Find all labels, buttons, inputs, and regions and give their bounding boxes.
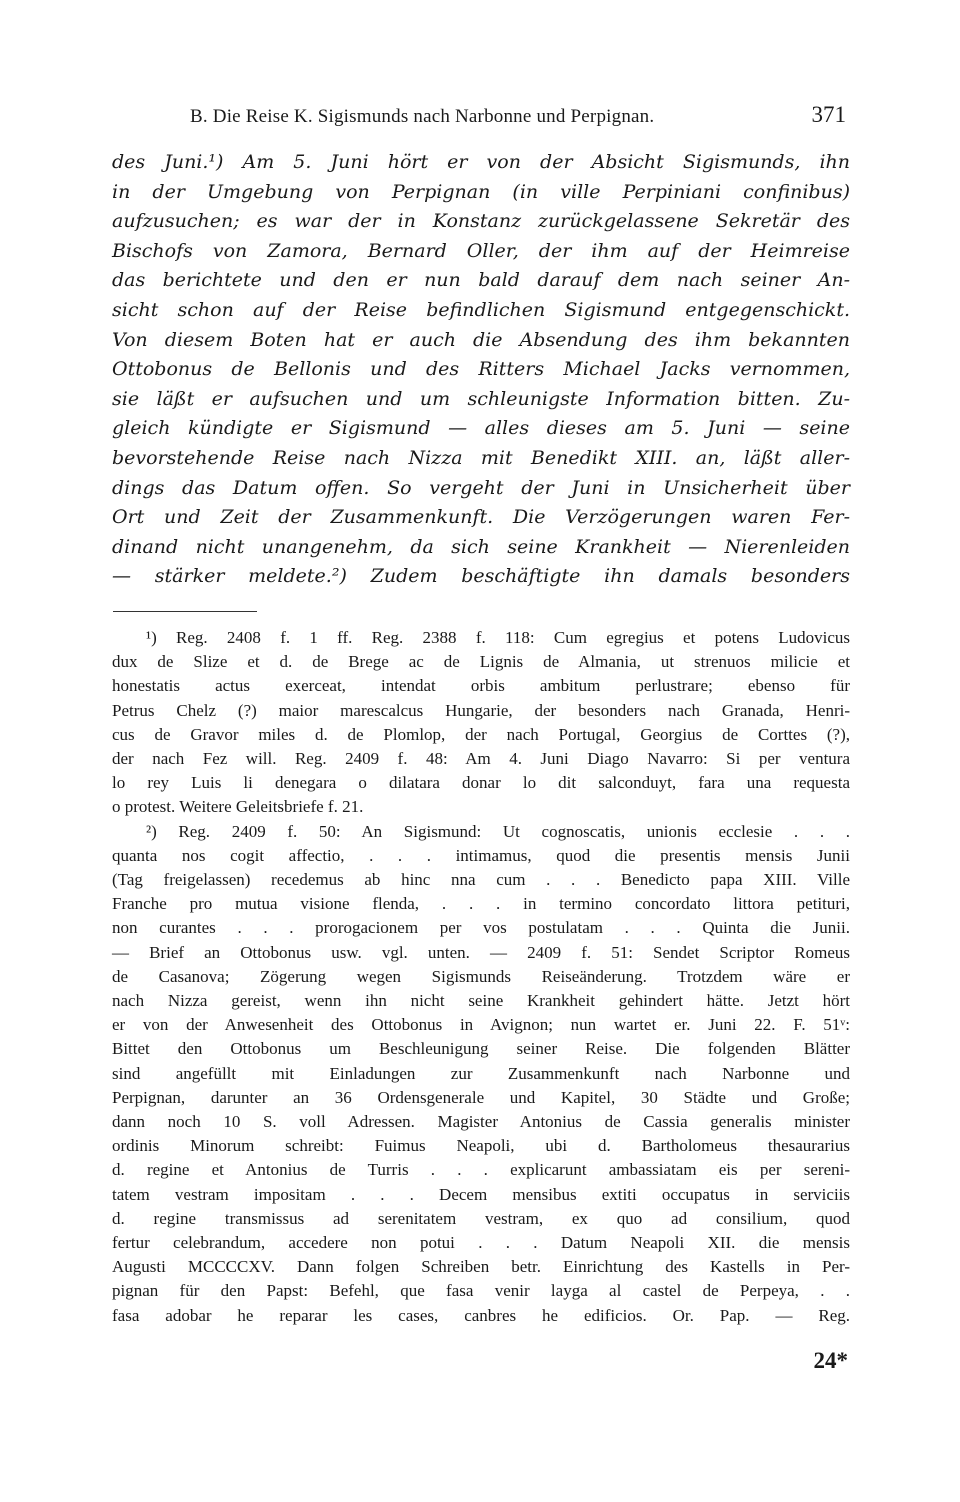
body-line: des Juni.¹) Am 5. Juni hört er von der Absicht Sigismunds, ihn bbox=[112, 151, 850, 173]
footnote-line: — Brief an Ottobonus usw. vgl. unten. — 2409 f. 51: Sendet Scriptor Romeus bbox=[112, 942, 850, 962]
footnote-line: fertur celebrandum, accedere non potui . . . Datum Neapoli XII. die mensis bbox=[112, 1233, 850, 1253]
footnote-line: Franche pro mutua visione flenda, . . . in termino concordato littora petituri, bbox=[112, 894, 850, 914]
footnote-line: o protest. Weitere Geleitsbriefe f. 21. bbox=[112, 797, 364, 817]
body-line: — stärker meldete.²) Zudem beschäftigte ihn damals besonders bbox=[112, 565, 850, 588]
footnote-line: der nach Fez will. Reg. 2409 f. 48: Am 4. Juni Diago Navarro: Si per ventura bbox=[112, 749, 850, 769]
body-line: aufzusuchen; es war der in Konstanz zurückgelassene Sekretär des bbox=[112, 210, 850, 233]
body-line: sie läßt er aufsuchen und um schleunigste Information bitten. Zu- bbox=[112, 387, 850, 410]
body-text bbox=[112, 148, 850, 592]
footnote-line: Augusti MCCCCXV. Dann folgen Schreiben betr. Einrichtung des Kastells in Per- bbox=[112, 1257, 850, 1277]
signature-mark: 24* bbox=[813, 1348, 848, 1373]
footnote-line: quanta nos cogit affectio, . . . intimamus, quod die presentis mensis Junii bbox=[112, 845, 850, 865]
body-line: in der Umgebung von Perpignan (in ville Perpiniani confinibus) bbox=[112, 180, 850, 203]
footnote-line: ¹) Reg. 2408 f. 1 ff. Reg. 2388 f. 118: Cum egregius et potens Ludovicus bbox=[146, 628, 850, 647]
footnote-line: er von der Anwesenheit des Ottobonus in Avignon; nun wartet er. Juni 22. F. 51ᵛ: bbox=[112, 1015, 850, 1035]
footnote-line: honestatis actus exerceat, intendat orbis ambitum perlustrare; ebenso für bbox=[112, 676, 850, 696]
body-line: Von diesem Boten hat er auch die Absendung des ihm bekannten bbox=[112, 328, 850, 351]
body-line: Ottobonus de Bellonis und des Ritters Michael Jacks vernommen, bbox=[112, 358, 850, 381]
footnote-line: nach Nizza gereist, wenn ihn nicht seine Krankheit gehindert hätte. Jetzt hört bbox=[112, 991, 850, 1011]
body-line: sicht schon auf der Reise befindlichen Sigismund entgegenschickt. bbox=[112, 298, 850, 321]
footnote-line: Petrus Chelz (?) maior marescalcus Hungarie, der besonders nach Granada, Henri- bbox=[112, 700, 850, 720]
footnote-line: ²) Reg. 2409 f. 50: An Sigismund: Ut cognoscatis, unionis ecclesie . . . bbox=[146, 821, 850, 841]
footnote-line: fasa adobar he reparar les cases, canbres he edificios. Or. Pap. — Reg. bbox=[112, 1305, 850, 1325]
footnote-line: lo rey Luis li denegara o dilatara donar lo dit salconduyt, fara una requesta bbox=[112, 773, 850, 793]
body-line: Ort und Zeit der Zusammenkunft. Die Verzögerungen waren Fer- bbox=[112, 506, 850, 529]
footnote-line: tatem vestram impositam . . . Decem mensibus extiti occupatus in serviciis bbox=[112, 1184, 850, 1204]
footnote-line: d. regine transmissus ad serenitatem vestram, ex quo ad consilium, quod bbox=[112, 1208, 850, 1228]
body-line: dinand nicht unangenehm, da sich seine Krankheit — Nierenleiden bbox=[112, 535, 850, 558]
footnote-line: ordinis Minorum schreibt: Fuimus Neapoli, ubi d. Bartholomeus thesaurarius bbox=[112, 1136, 850, 1156]
body-line: gleich kündigte er Sigismund — alles dieses am 5. Juni — seine bbox=[112, 417, 850, 440]
body-line: bevorstehende Reise nach Nizza mit Benedikt XIII. an, läßt aller- bbox=[112, 446, 850, 469]
footnote-line: de Casanova; Zögerung wegen Sigismunds Reiseänderung. Trotzdem wäre er bbox=[112, 966, 850, 986]
running-header bbox=[190, 100, 850, 136]
body-line: das berichtete und den er nun bald darauf dem nach seiner An- bbox=[112, 269, 850, 292]
footnote-line: Bittet den Ottobonus um Beschleunigung seiner Reise. Die folgenden Blätter bbox=[112, 1039, 850, 1059]
footnote-line: (Tag freigelassen) recedemus ab hinc nna cum . . . Benedicto papa XIII. Ville bbox=[112, 870, 850, 890]
footnote-line: Perpignan, darunter an 36 Ordensgenerale und Kapitel, 30 Städte und Große; bbox=[112, 1087, 850, 1107]
body-line: dings das Datum offen. So vergeht der Juni in Unsicherheit über bbox=[112, 476, 850, 499]
footnote-line: sind angefüllt mit Einladungen zur Zusammenkunft nach Narbonne und bbox=[112, 1063, 850, 1083]
footnote-line: dann noch 10 S. voll Adressen. Magister Antonius de Cassia generalis minister bbox=[112, 1112, 850, 1132]
footnote-line: non curantes . . . prorogacionem per vos postulatam . . . Quinta die Junii. bbox=[112, 918, 850, 938]
footnote-line: cus de Gravor miles d. de Plomlop, der nach Portugal, Georgius de Corttes (?), bbox=[112, 724, 850, 744]
page-number: 371 bbox=[811, 102, 846, 127]
footnotes bbox=[112, 626, 850, 1328]
footnote-line: d. regine et Antonius de Turris . . . explicarunt ambassiatam eis per sereni- bbox=[112, 1160, 850, 1180]
body-line: Bischofs von Zamora, Bernard Oller, der ihm auf der Heimreise bbox=[112, 239, 850, 262]
footnote-divider bbox=[113, 611, 257, 612]
footnote-line: pignan für den Papst: Befehl, que fasa venir layga al castel de Perpeya, . . bbox=[112, 1281, 850, 1301]
running-title: B. Die Reise K. Sigismunds nach Narbonne und Perpignan. bbox=[190, 106, 655, 127]
footnote-line: dux de Slize et d. de Brege ac de Lignis de Almania, ut strenuos milicie et bbox=[112, 652, 850, 672]
